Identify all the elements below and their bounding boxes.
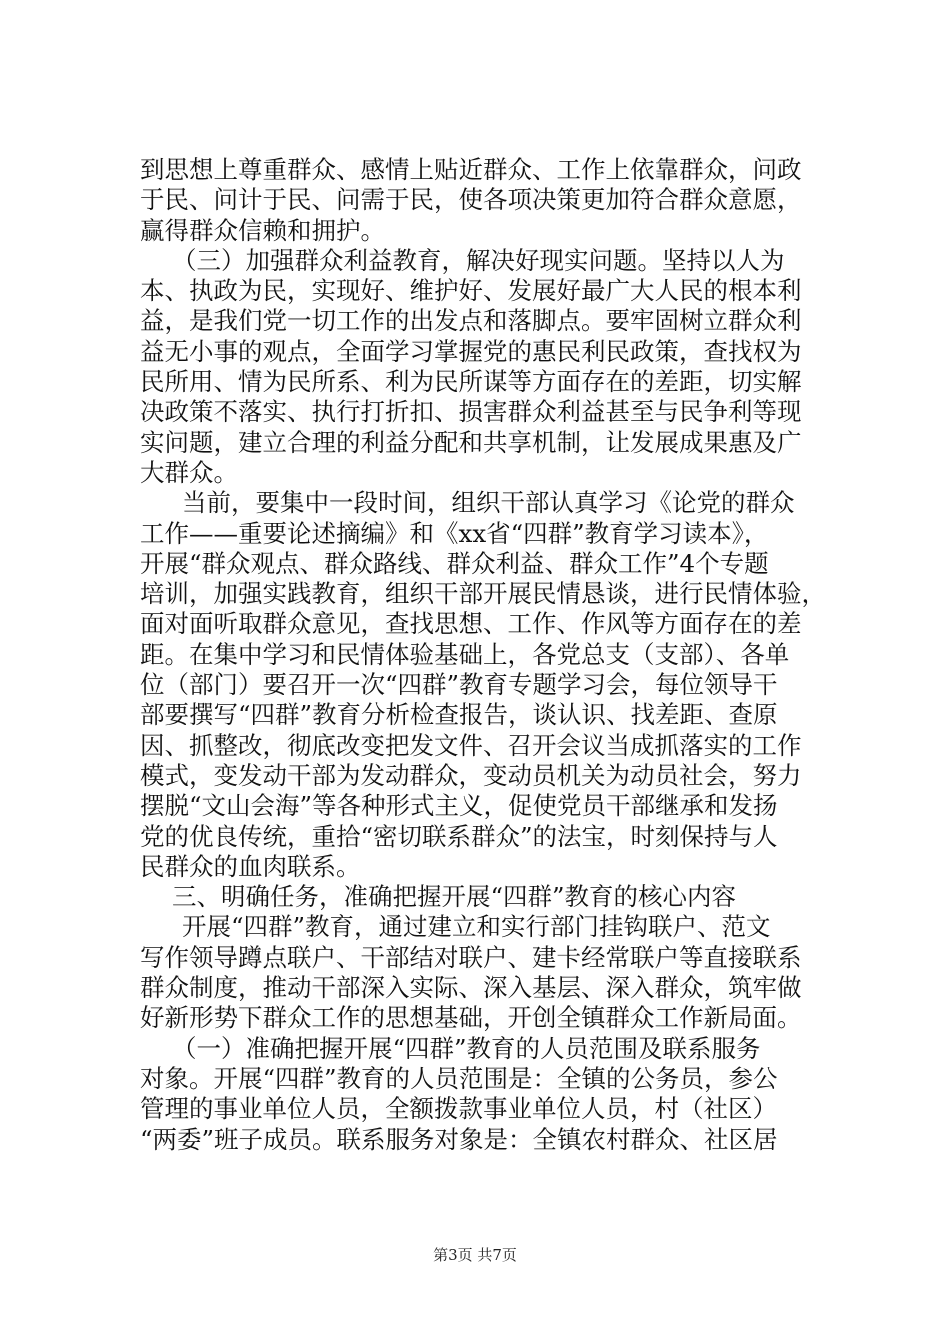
text-line: 三、明确任务，准确把握开展“四群”教育的核心内容 [172, 882, 737, 912]
text-line: “两委”班子成员。联系服务对象是：全镇农村群众、社区居 [140, 1124, 778, 1154]
text-line: 于民、问计于民、问需于民，使各项决策更加符合群众意愿， [140, 185, 802, 215]
text-line: 党的优良传统，重拾“密切联系群众”的法宝，时刻保持与人 [140, 821, 778, 851]
text-line: 好新形势下群众工作的思想基础，开创全镇群众工作新局面。 [140, 1003, 802, 1033]
page-footer: 第3页 共7页 [433, 1246, 517, 1264]
text-line: 本、执政为民，实现好、维护好、发展好最广大人民的根本利 [140, 276, 802, 306]
text-line: 大群众。 [140, 457, 238, 487]
text-line: 到思想上尊重群众、感情上贴近群众、工作上依靠群众，问政 [140, 155, 802, 184]
text-line: 摆脱“文山会海”等各种形式主义，促使党员干部继承和发扬 [140, 791, 778, 821]
text-line: 距。在集中学习和民情体验基础上，各党总支（支部）、各单 [140, 639, 790, 669]
text-line: 赢得群众信赖和拥护。 [140, 215, 385, 245]
text-line: 部要撰写“四群”教育分析检查报告，谈认识、找差距、查原 [140, 700, 778, 730]
text-line: （一）准确把握开展“四群”教育的人员范围及联系服务 [172, 1033, 761, 1063]
text-line: 实问题，建立合理的利益分配和共享机制，让发展成果惠及广 [140, 427, 802, 457]
text-line: 开展“群众观点、群众路线、群众利益、群众工作”4个专题 [140, 548, 769, 578]
text-line: 面对面听取群众意见，查找思想、工作、作风等方面存在的差 [140, 609, 802, 639]
text-line: 模式，变发动干部为发动群众，变动员机关为动员社会，努力 [140, 760, 802, 790]
text-line: 益，是我们党一切工作的出发点和落脚点。要牢固树立群众利 [140, 306, 802, 336]
text-line: 写作领导蹲点联户、干部结对联户、建卡经常联户等直接联系 [140, 942, 802, 972]
text-line: 民所用、情为民所系、利为民所谋等方面存在的差距，切实解 [140, 367, 802, 397]
text-line: 民群众的血肉联系。 [140, 851, 361, 881]
text-line: 群众制度，推动干部深入实际、深入基层、深入群众，筑牢做 [140, 973, 802, 1003]
text-line: 管理的事业单位人员，全额拨款事业单位人员，村（社区） [140, 1094, 777, 1124]
text-line: 因、抓整改，彻底改变把发文件、召开会议当成抓落实的工作 [140, 730, 802, 760]
text-line: 培训，加强实践教育，组织干部开展民情恳谈，进行民情体验， [140, 579, 826, 609]
text-line: 当前，要集中一段时间，组织干部认真学习《论党的群众 [182, 488, 795, 518]
text-line: 位（部门）要召开一次“四群”教育专题学习会，每位领导干 [140, 670, 778, 700]
text-line: 决政策不落实、执行打折扣、损害群众利益甚至与民争利等现 [140, 397, 802, 427]
document-body [140, 155, 840, 1155]
text-line: 工作——重要论述摘编》和《xx省“四群”教育学习读本》， [140, 518, 769, 548]
text-line: （三）加强群众利益教育，解决好现实问题。坚持以人为 [172, 245, 785, 275]
text-line: 开展“四群”教育，通过建立和实行部门挂钩联户、范文 [182, 912, 771, 942]
text-line: 益无小事的观点，全面学习掌握党的惠民利民政策，查找权为 [140, 336, 802, 366]
text-line: 对象。开展“四群”教育的人员范围是：全镇的公务员，参公 [140, 1063, 778, 1093]
